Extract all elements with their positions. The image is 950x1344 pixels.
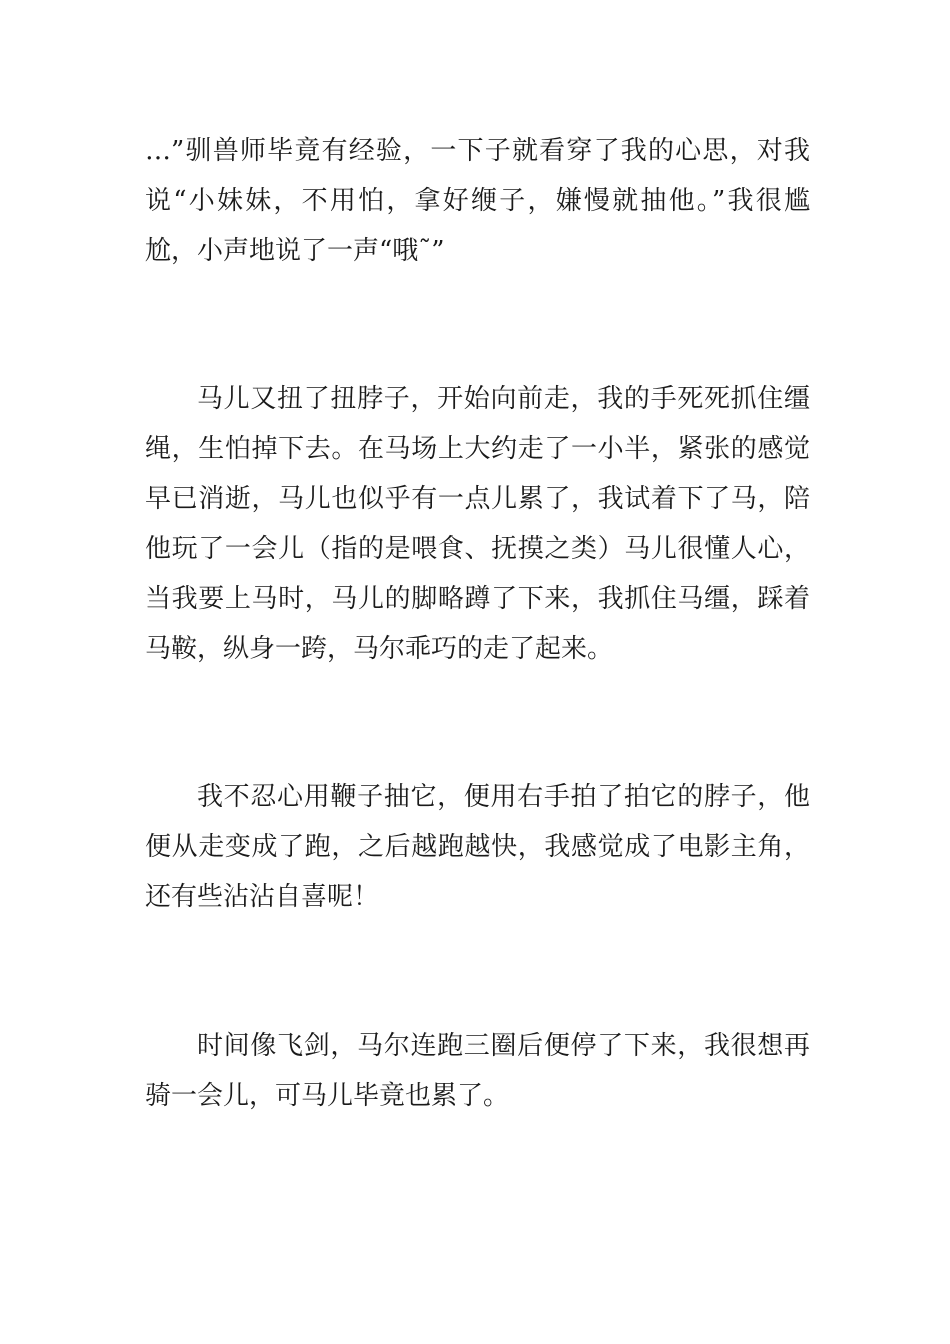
paragraph-2-line-6: 马鞍，纵身一跨，马尔乖巧的走了起来。 bbox=[145, 634, 614, 664]
paragraph-2-line-3: 早已消逝，马儿也似乎有一点儿累了，我试着下了马，陪 bbox=[145, 484, 810, 514]
paragraph-4-line-2: 骑一会儿，可马儿毕竟也累了。 bbox=[145, 1081, 510, 1111]
paragraph-2-line-1: 马儿又扭了扭脖子，开始向前走，我的手死死抓住缰 bbox=[197, 384, 810, 414]
paragraph-1-line-3: 尬，小声地说了一声“哦˜” bbox=[145, 236, 445, 266]
paragraph-2-line-4: 他玩了一会儿（指的是喂食、抚摸之类）马儿很懂人心， bbox=[145, 534, 810, 564]
paragraph-3-line-3: 还有些沾沾自喜呢！ bbox=[145, 882, 380, 912]
paragraph-2-line-5: 当我要上马时，马儿的脚略蹲了下来，我抓住马缰，踩着 bbox=[145, 584, 810, 614]
paragraph-1-line-1: …”驯兽师毕竟有经验，一下子就看穿了我的心思，对我 bbox=[145, 136, 810, 166]
paragraph-4-line-1: 时间像飞剑，马尔连跑三圈后便停了下来，我很想再 bbox=[197, 1031, 810, 1061]
paragraph-3-line-1: 我不忍心用鞭子抽它，便用右手拍了拍它的脖子，他 bbox=[197, 782, 810, 812]
paragraph-3-line-2: 便从走变成了跑，之后越跑越快，我感觉成了电影主角， bbox=[145, 832, 810, 862]
paragraph-2-line-2: 绳，生怕掉下去。在马场上大约走了一小半，紧张的感觉 bbox=[145, 434, 810, 464]
paragraph-1-line-2: 说“小妹妹，不用怕，拿好缏子，嫌慢就抽他。”我很尴 bbox=[145, 186, 810, 216]
